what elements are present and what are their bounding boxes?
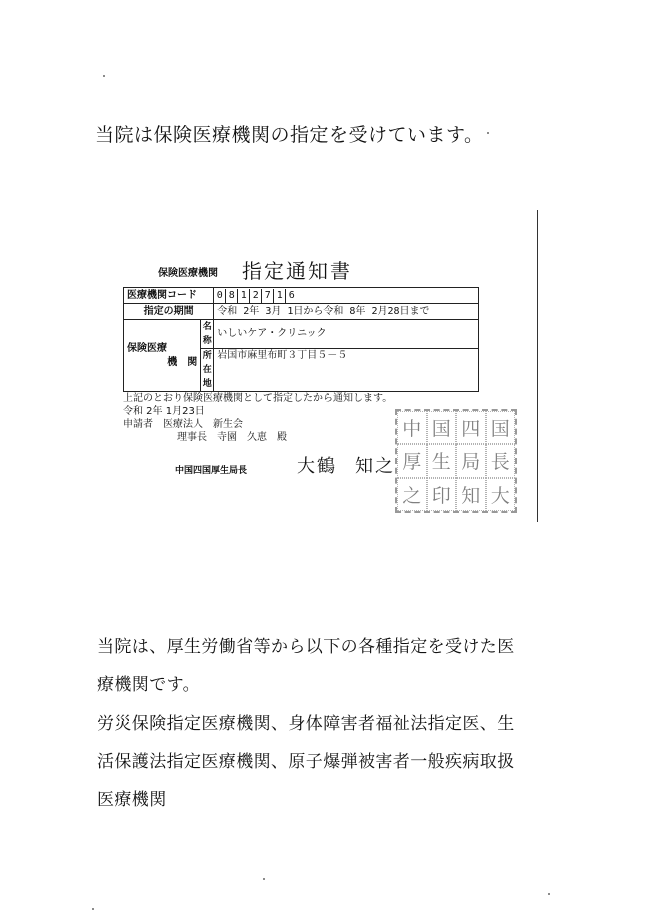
scan-speck — [103, 75, 105, 77]
official-seal — [395, 409, 517, 513]
statement: 上記のとおり保険医療機関として指定したから通知します。 — [123, 393, 393, 404]
paragraph-line: 労災保険指定医療機関、身体障害者福祉法指定医、生 — [97, 714, 515, 734]
code-digit: 8 — [226, 289, 238, 303]
period-label: 指定の期間 — [124, 304, 214, 320]
seal-char: 知 — [456, 478, 486, 511]
address-label-char: 所 — [202, 351, 212, 361]
address-label — [201, 349, 214, 392]
notice-label: 保険医療機関 — [158, 268, 218, 279]
code-value — [214, 288, 479, 304]
scan-speck — [548, 893, 550, 895]
scan-speck — [263, 878, 265, 880]
institution-label-bottom: 機 関 — [167, 356, 198, 368]
notice-body — [123, 392, 392, 444]
code-digit: 1 — [238, 289, 250, 303]
director-family-name: 大鶴 — [297, 456, 337, 477]
applicant-person: 理事長 寺園 久恵 殿 — [177, 432, 287, 443]
seal-char: 之 — [397, 478, 427, 511]
paragraph-line: 療機関です。 — [97, 675, 201, 695]
issue-date: 令和 2年 1月23日 — [123, 406, 205, 417]
bureau-name: 中国四国厚生局長 — [175, 466, 248, 476]
applicant-org: 医療法人 新生会 — [163, 419, 243, 430]
address-label-char: 在 — [202, 365, 212, 375]
name-label — [201, 320, 214, 349]
institution-label — [124, 320, 201, 392]
clinic-name: いしいケア・クリニック — [214, 320, 479, 349]
code-digit: 7 — [262, 289, 274, 303]
seal-char: 中 — [397, 411, 427, 444]
seal-char: 局 — [456, 444, 486, 477]
designation-intro — [97, 628, 515, 704]
page-heading: 当院は保険医療機関の指定を受けています。 — [95, 124, 484, 146]
name-label-char: 称 — [202, 336, 212, 346]
seal-char: 厚 — [397, 444, 427, 477]
applicant-line — [123, 418, 392, 431]
code-label: 医療機関コード — [124, 288, 214, 304]
seal-char: 生 — [427, 444, 457, 477]
certificate-table — [123, 287, 479, 392]
notice-title: 指定通知書 — [242, 259, 352, 283]
code-row — [124, 288, 479, 304]
code-digit: 6 — [288, 289, 295, 301]
code-digit: 2 — [250, 289, 262, 303]
code-digit: 1 — [274, 289, 286, 303]
institution-label-top: 保険医療 — [127, 342, 167, 354]
director-name — [297, 452, 395, 478]
applicant-label: 申請者 — [123, 419, 153, 430]
paragraph-line: 医療機関 — [97, 790, 167, 810]
period-row — [124, 304, 479, 320]
seal-char: 大 — [486, 478, 516, 511]
seal-char: 四 — [456, 411, 486, 444]
name-label-char: 名 — [202, 322, 212, 332]
paragraph-line: 当院は、厚生労働省等から以下の各種指定を受けた医 — [97, 637, 515, 657]
director-given-name: 知之 — [355, 456, 395, 477]
seal-char: 国 — [486, 411, 516, 444]
name-row — [124, 320, 479, 349]
seal-char: 印 — [427, 478, 457, 511]
seal-char: 長 — [486, 444, 516, 477]
seal-char: 国 — [427, 411, 457, 444]
code-digit: 0 — [214, 289, 226, 303]
period-value: 令和 2年 3月 1日から令和 8年 2月28日まで — [214, 304, 479, 320]
scan-speck — [92, 908, 94, 910]
scan-speck — [487, 132, 489, 134]
address-label-char: 地 — [202, 379, 212, 389]
designation-list — [97, 705, 515, 819]
clinic-address: 岩国市麻里布町３丁目５－５ — [214, 349, 479, 392]
scan-edge-line — [537, 210, 538, 522]
paragraph-line: 活保護法指定医療機関、原子爆弾被害者一般疾病取扱 — [97, 752, 515, 772]
